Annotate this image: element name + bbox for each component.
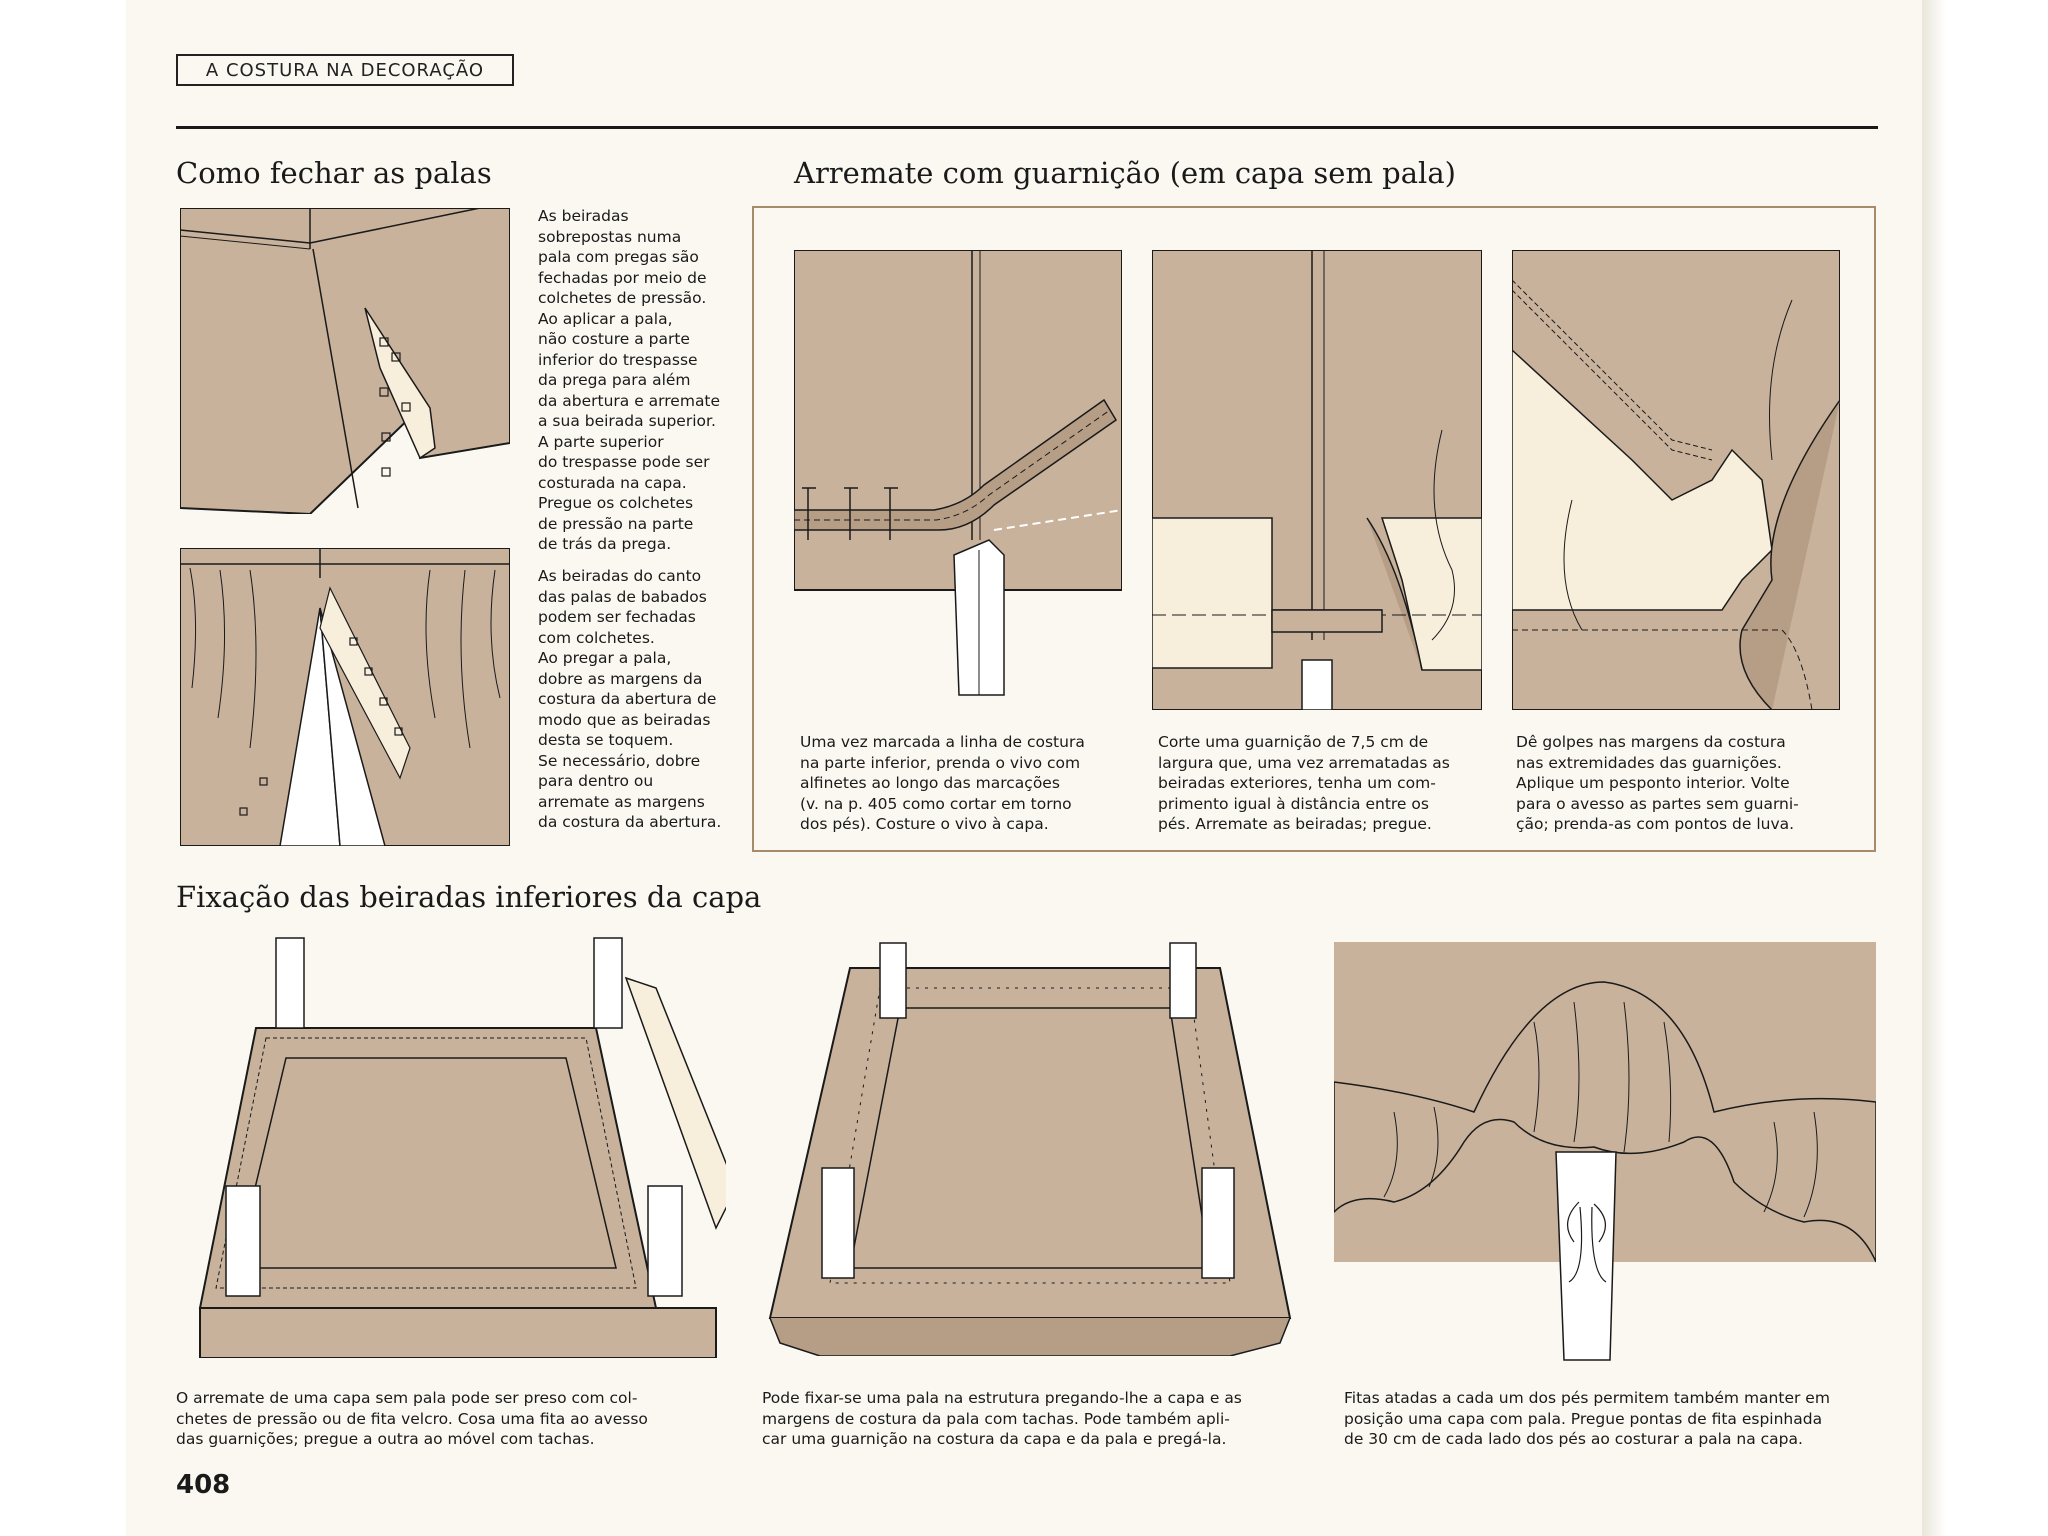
heading-arremate: Arremate com guarnição (em capa sem pala) <box>794 156 1456 190</box>
frame-velcro-illustration <box>196 928 726 1358</box>
arremate-caption-1: Uma vez marcada a linha de costura na parte inferior, prenda o vivo com alfinetes ao longo das marcações (v. na p. 405 como cortar em torno dos pés). Costure o vivo à capa. <box>800 733 1085 833</box>
heading-fixacao: Fixação das beiradas inferiores da capa <box>176 880 762 914</box>
header-rule <box>176 126 1878 129</box>
palas-text-ruffled: As beiradas do canto das palas de babados podem ser fechadas com colchetes. Ao pregar a pala, dobre as margens da costura da abertura de modo que as beiradas desta se toquem. Se necessário, dobre para dentro ou arremate as margens da costura da abertura. <box>538 567 722 831</box>
fixacao-caption-3: Fitas atadas a cada um dos pés permitem também manter em posição uma capa com pala. Pregue pontas de fita espinhada de 30 cm de cada lado dos pés ao costurar a pala na capa. <box>1344 1389 1830 1448</box>
section-label: A COSTURA NA DECORAÇÃO <box>176 54 514 86</box>
heading-palas: Como fechar as palas <box>176 156 492 190</box>
frame-tacks-illustration <box>760 938 1300 1356</box>
page-gutter <box>1922 0 1946 1536</box>
arremate-caption-2: Corte uma guarnição de 7,5 cm de largura que, uma vez arrematadas as beiradas exteriores, tenha um com- primento igual à distância entre os pés. Arremate as beiradas; pregue. <box>1158 733 1450 833</box>
ruffled-skirt-illustration <box>180 548 510 846</box>
arremate-caption-3: Dê golpes nas margens da costura nas extremidades das guarnições. Aplique um pesponto interior. Volte para o avesso as partes sem guarni- ção; prenda-as com pontos de luva. <box>1516 733 1799 833</box>
page-number: 408 <box>176 1470 231 1500</box>
palas-text-pleated: As beiradas sobrepostas numa pala com pregas são fechadas por meio de colchetes de pressão. Ao aplicar a pala, não costure a parte inferior do trespasse da prega para além da abertura e arremate a sua beirada superior. A parte superior do trespasse pode ser costurada na capa. Pregue os colchetes de pressão na parte de trás da prega. <box>538 207 721 553</box>
corner-stitch-illustration <box>1512 250 1840 710</box>
piping-pinned-illustration <box>794 250 1122 702</box>
tied-ribbons-illustration <box>1334 942 1876 1362</box>
fixacao-caption-2: Pode fixar-se uma pala na estrutura pregando-lhe a capa e as margens de costura da pala com tachas. Pode também apli- car uma guarnição na costura da capa e da pala e pregá-la. <box>762 1389 1242 1448</box>
band-cut-illustration <box>1152 250 1482 710</box>
fixacao-caption-1: O arremate de uma capa sem pala pode ser preso com col- chetes de pressão ou de fita velcro. Cosa uma fita ao avesso das guarnições; pregue a outra ao móvel com tachas. <box>176 1389 648 1448</box>
pleated-skirt-illustration <box>180 208 510 514</box>
